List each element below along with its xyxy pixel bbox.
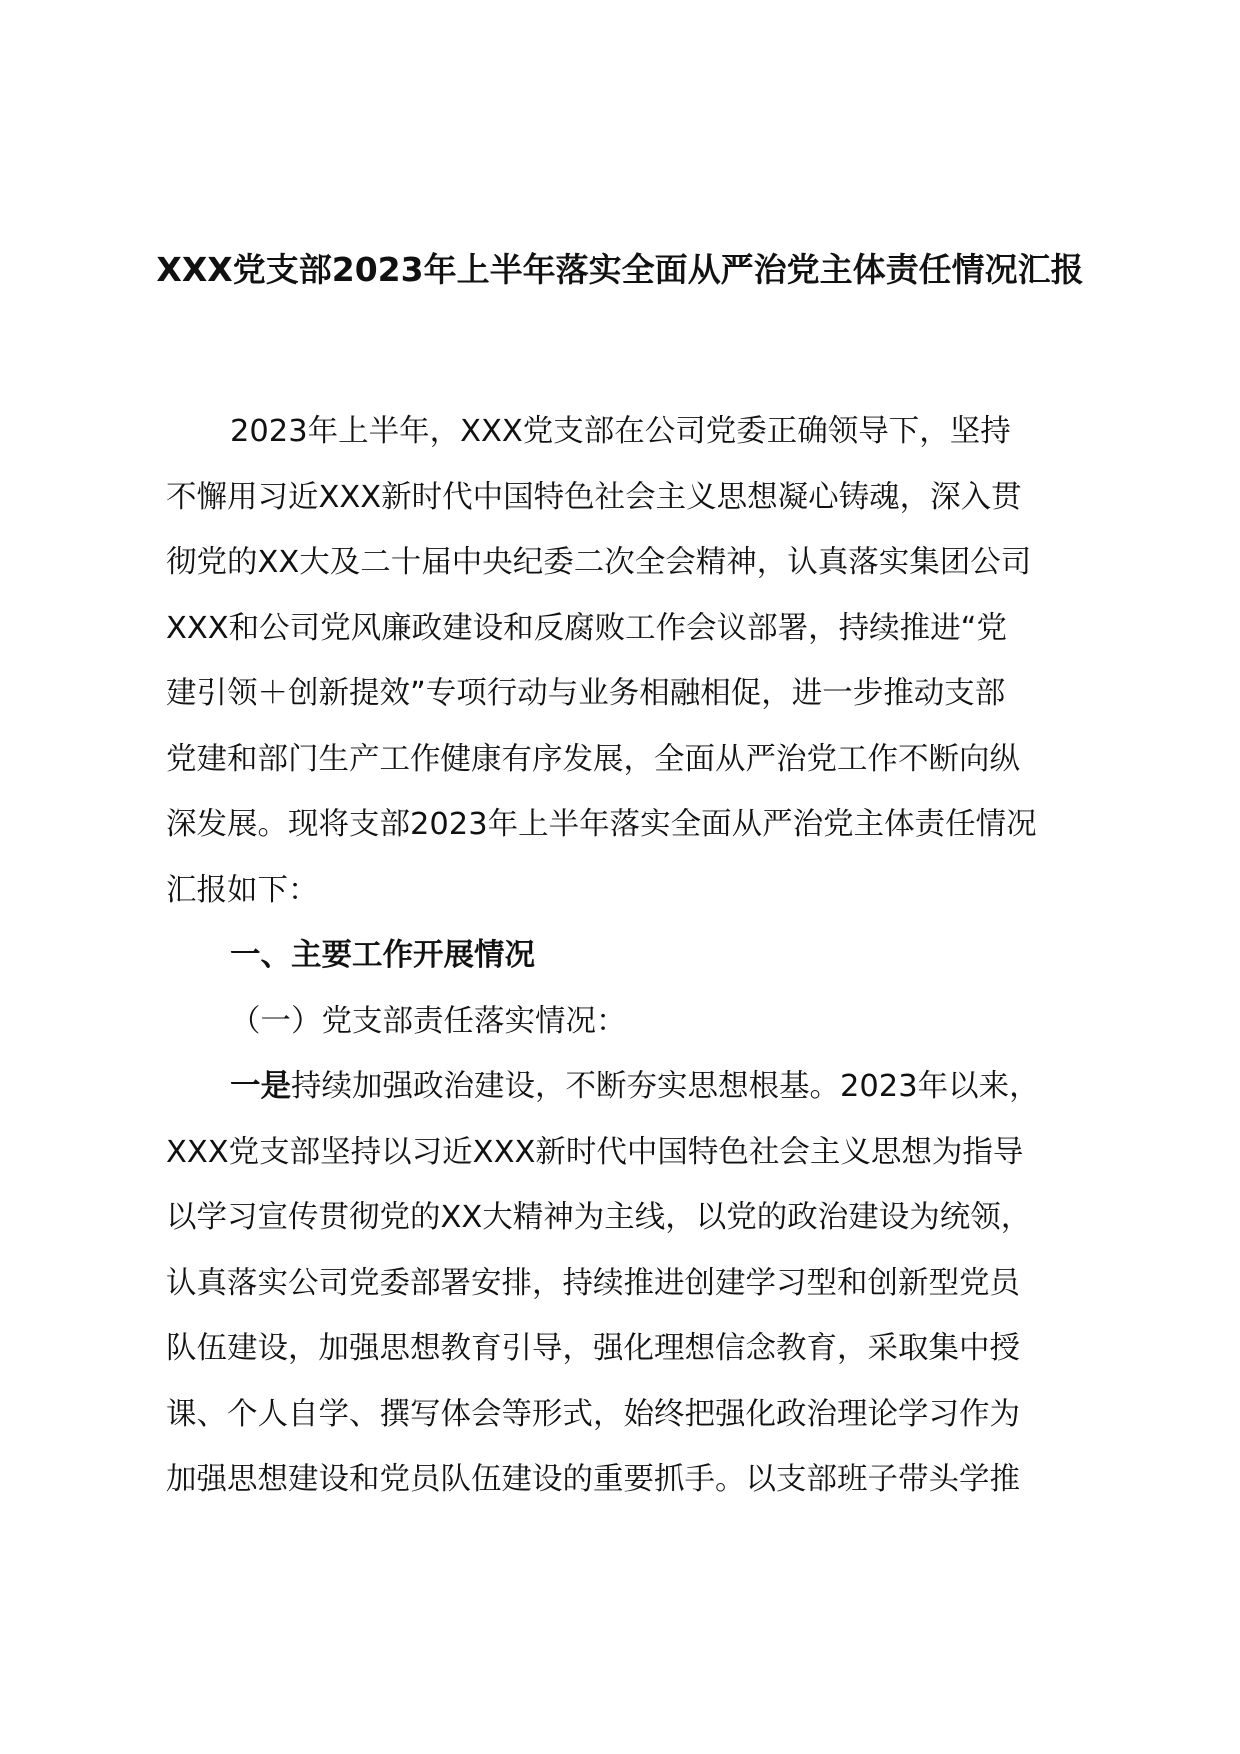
section-heading: 一、主要工作开展情况: [230, 938, 535, 973]
paragraph-line: 队伍建设，加强思想教育引导，强化理想信念教育，采取集中授: [166, 1331, 1020, 1366]
paragraph-line: 汇报如下：: [166, 872, 319, 908]
paragraph-line: 以学习宣传贯彻党的XX大精神为主线，以党的政治建设为统领，: [166, 1200, 1032, 1235]
paragraph-line: 课、个人自学、撰写体会等形式，始终把强化政治理论学习作为: [166, 1396, 1020, 1432]
paragraph-line: [166, 1054, 1116, 1120]
subsection-heading: （一）党支部责任落实情况：: [230, 1003, 627, 1039]
paragraph-line: 2023年上半年，XXX党支部在公司党委正确领导下，坚持: [230, 414, 1011, 449]
paragraph-line: XXX和公司党风廉政建设和反腐败工作会议部署，持续推进“党: [166, 610, 1007, 646]
paragraph-lead-rest: 持续加强政治建设，不断夯实思想根基。2023年以来，: [291, 1069, 1040, 1104]
paragraph-line: 加强思想建设和党员队伍建设的重要抓手。以支部班子带头学推: [166, 1462, 1020, 1497]
paragraph-line: 深发展。现将支部2023年上半年落实全面从严治党主体责任情况: [166, 807, 1037, 842]
document-title: XXX党支部2023年上半年落实全面从严治党主体责任情况汇报: [156, 250, 1084, 289]
paragraph-line: XXX党支部坚持以习近XXX新时代中国特色社会主义思想为指导: [166, 1134, 1024, 1170]
paragraph-line: 不懈用习近XXX新时代中国特色社会主义思想凝心铸魂，深入贯: [166, 479, 1022, 515]
paragraph-line: 党建和部门生产工作健康有序发展，全面从严治党工作不断向纵: [166, 741, 1020, 777]
paragraph-lead: 一是: [230, 1069, 291, 1104]
document-body: [166, 399, 1116, 1513]
paragraph-line: 认真落实公司党委部署安排，持续推进创建学习型和创新型党员: [166, 1265, 1020, 1301]
paragraph-line: 建引领＋创新提效”专项行动与业务相融相促，进一步推动支部: [166, 676, 1006, 711]
paragraph-line: 彻党的XX大及二十届中央纪委二次全会精神，认真落实集团公司: [166, 545, 1032, 580]
